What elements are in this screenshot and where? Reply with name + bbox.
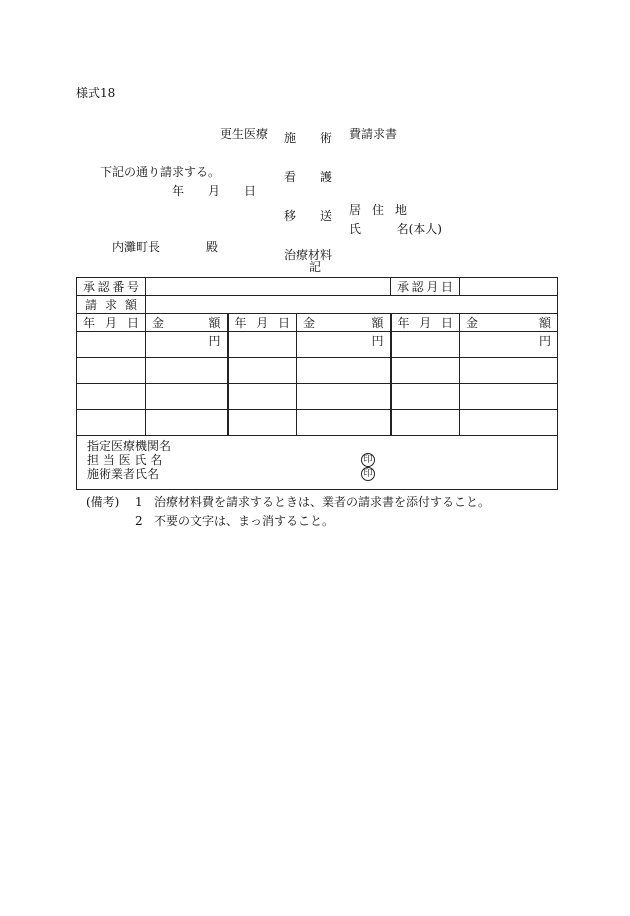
note-number: 2 — [135, 514, 143, 528]
amount-cell[interactable] — [146, 358, 228, 384]
amount-cell[interactable]: 円 — [297, 332, 391, 358]
amount-cell[interactable]: 円 — [146, 332, 228, 358]
date-cell[interactable] — [391, 358, 460, 384]
amount-cell[interactable]: 円 — [460, 332, 558, 358]
name-label — [349, 222, 442, 236]
approval-number-field[interactable] — [146, 278, 391, 296]
approval-date-label: 承 認 月 日 — [391, 278, 460, 296]
amount-header: 金 額 — [146, 314, 228, 332]
seal-mark: 印 — [361, 467, 375, 481]
date-cell[interactable] — [77, 332, 146, 358]
title-prefix: 更生医療 — [220, 127, 269, 141]
date-cell[interactable] — [228, 358, 297, 384]
approval-date-field[interactable] — [460, 278, 558, 296]
doctor-name-label: 担 当 医 氏 名 — [87, 453, 163, 467]
title-options — [284, 106, 332, 275]
note-number: 1 — [135, 495, 143, 509]
amount-cell[interactable] — [297, 410, 391, 436]
address-label-char: 居 — [349, 203, 362, 217]
signature-line — [87, 439, 557, 453]
title-option: 看 護 — [284, 170, 333, 184]
title-suffix: 費請求書 — [349, 127, 398, 141]
signature-row — [77, 436, 558, 490]
data-row — [77, 332, 558, 358]
date-header: 年 月 日 — [228, 314, 297, 332]
signature-block — [77, 436, 558, 490]
date-header: 年 月 日 — [77, 314, 146, 332]
date-cell[interactable] — [391, 384, 460, 410]
ki-heading: 記 — [309, 260, 322, 274]
date-month-label: 月 — [208, 184, 221, 198]
approval-number-label: 承 認 番 号 — [77, 278, 146, 296]
data-row — [77, 410, 558, 436]
note-text: 治療材料費を請求するときは、業者の請求書を添付すること。 — [154, 495, 491, 509]
note-text: 不要の文字は、まっ消すること。 — [154, 514, 335, 528]
date-header: 年 月 日 — [391, 314, 460, 332]
signature-line — [87, 453, 557, 467]
date-cell[interactable] — [391, 332, 460, 358]
form-number: 様式18 — [76, 86, 116, 100]
date-cell[interactable] — [228, 384, 297, 410]
notes-heading: (備考) — [86, 495, 120, 509]
address-label-char: 住 — [371, 203, 384, 217]
address-label — [349, 203, 407, 217]
signature-line — [87, 467, 557, 481]
intro-text: 下記の通り請求する。 — [100, 165, 221, 179]
address-label-char: 地 — [394, 203, 407, 217]
seal-mark: 印 — [361, 453, 375, 467]
amount-cell[interactable] — [297, 384, 391, 410]
date-day-label: 日 — [244, 184, 257, 198]
practitioner-name-label: 施術業者氏名 — [87, 467, 160, 481]
addressee-name: 内灘町長 — [112, 240, 161, 254]
date-cell[interactable] — [77, 358, 146, 384]
amount-cell[interactable] — [460, 410, 558, 436]
amount-header: 金 額 — [460, 314, 558, 332]
data-row — [77, 358, 558, 384]
data-row — [77, 384, 558, 410]
name-label-rest: 名(本人) — [396, 222, 442, 236]
date-year-label: 年 — [172, 184, 185, 198]
title-option: 施 術 — [284, 131, 333, 145]
date-cell[interactable] — [391, 410, 460, 436]
amount-cell[interactable] — [146, 384, 228, 410]
claim-table — [76, 277, 558, 490]
addressee-honorific: 殿 — [206, 240, 219, 254]
name-label-char: 氏 — [349, 222, 362, 236]
claim-amount-row — [77, 296, 558, 314]
amount-header: 金 額 — [297, 314, 391, 332]
amount-cell[interactable] — [297, 358, 391, 384]
date-cell[interactable] — [77, 410, 146, 436]
date-cell[interactable] — [228, 332, 297, 358]
claim-amount-label: 請 求 額 — [77, 296, 146, 314]
title-option: 治療材料 — [284, 248, 333, 262]
amount-cell[interactable] — [460, 384, 558, 410]
amount-cell[interactable] — [146, 410, 228, 436]
date-cell[interactable] — [77, 384, 146, 410]
approval-row — [77, 278, 558, 296]
title-option: 移 送 — [284, 209, 333, 223]
medical-institution-label: 指定医療機関名 — [87, 439, 172, 453]
date-cell[interactable] — [228, 410, 297, 436]
amount-cell[interactable] — [460, 358, 558, 384]
claim-amount-field[interactable] — [146, 296, 558, 314]
header-row — [77, 314, 558, 332]
